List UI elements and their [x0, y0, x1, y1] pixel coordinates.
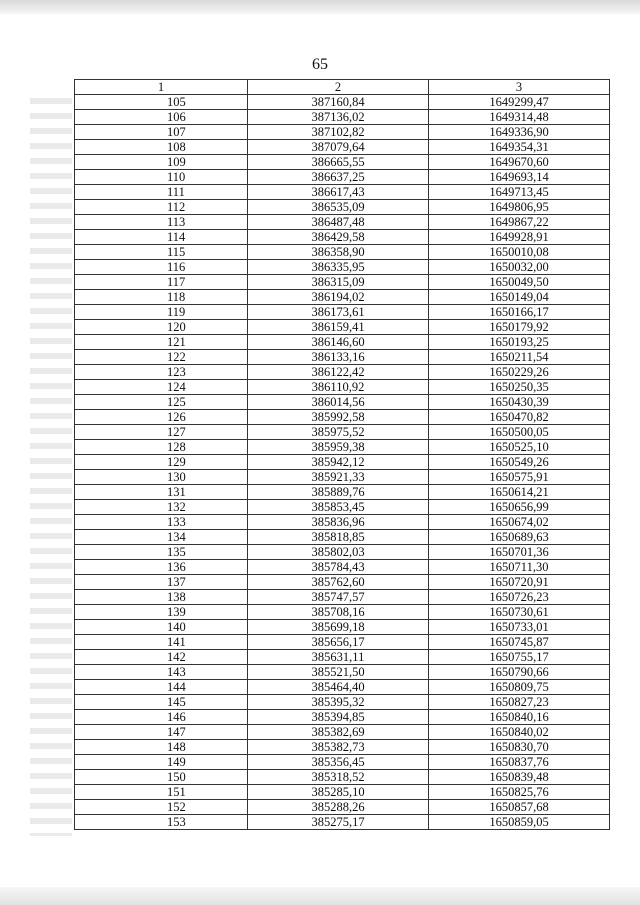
y-coordinate-cell: 1650193,25	[429, 335, 610, 350]
table-row	[75, 590, 610, 605]
x-coordinate-cell: 385288,26	[248, 800, 429, 815]
y-coordinate-cell: 1650614,21	[429, 485, 610, 500]
point-number-cell: 120	[75, 320, 248, 335]
x-coordinate-cell: 387079,64	[248, 140, 429, 155]
table-row	[75, 305, 610, 320]
y-coordinate-cell: 1650010,08	[429, 245, 610, 260]
y-coordinate-cell: 1650674,02	[429, 515, 610, 530]
point-number-cell: 138	[75, 590, 248, 605]
table-row	[75, 290, 610, 305]
x-coordinate-cell: 385521,50	[248, 665, 429, 680]
table-row	[75, 575, 610, 590]
point-number-cell: 118	[75, 290, 248, 305]
point-number-cell: 130	[75, 470, 248, 485]
point-number-cell: 141	[75, 635, 248, 650]
x-coordinate-cell: 385631,11	[248, 650, 429, 665]
table-row	[75, 515, 610, 530]
point-number-cell: 122	[75, 350, 248, 365]
table-row	[75, 725, 610, 740]
table-row	[75, 605, 610, 620]
x-coordinate-cell: 386487,48	[248, 215, 429, 230]
point-number-cell: 153	[75, 815, 248, 830]
point-number-cell: 147	[75, 725, 248, 740]
x-coordinate-cell: 386122,42	[248, 365, 429, 380]
x-coordinate-cell: 385921,33	[248, 470, 429, 485]
y-coordinate-cell: 1650470,82	[429, 410, 610, 425]
table-row	[75, 170, 610, 185]
y-coordinate-cell: 1649713,45	[429, 185, 610, 200]
table-row	[75, 530, 610, 545]
table-row	[75, 230, 610, 245]
x-coordinate-cell: 385382,73	[248, 740, 429, 755]
table-row	[75, 425, 610, 440]
point-number-cell: 109	[75, 155, 248, 170]
table-row	[75, 710, 610, 725]
x-coordinate-cell: 386146,60	[248, 335, 429, 350]
table-row	[75, 260, 610, 275]
table-row	[75, 395, 610, 410]
x-coordinate-cell: 386173,61	[248, 305, 429, 320]
y-coordinate-cell: 1649693,14	[429, 170, 610, 185]
x-coordinate-cell: 385699,18	[248, 620, 429, 635]
y-coordinate-cell: 1650575,91	[429, 470, 610, 485]
point-number-cell: 108	[75, 140, 248, 155]
point-number-cell: 126	[75, 410, 248, 425]
table-row	[75, 140, 610, 155]
column-header-x: 2	[248, 80, 429, 95]
point-number-cell: 144	[75, 680, 248, 695]
table-row	[75, 155, 610, 170]
table-row	[75, 320, 610, 335]
point-number-cell: 145	[75, 695, 248, 710]
point-number-cell: 143	[75, 665, 248, 680]
x-coordinate-cell: 386665,55	[248, 155, 429, 170]
point-number-cell: 149	[75, 755, 248, 770]
x-coordinate-cell: 386194,02	[248, 290, 429, 305]
point-number-cell: 121	[75, 335, 248, 350]
point-number-cell: 148	[75, 740, 248, 755]
y-coordinate-cell: 1650656,99	[429, 500, 610, 515]
point-number-cell: 134	[75, 530, 248, 545]
x-coordinate-cell: 386159,41	[248, 320, 429, 335]
x-coordinate-cell: 386110,92	[248, 380, 429, 395]
point-number-cell: 115	[75, 245, 248, 260]
y-coordinate-cell: 1650250,35	[429, 380, 610, 395]
point-number-cell: 119	[75, 305, 248, 320]
y-coordinate-cell: 1649354,31	[429, 140, 610, 155]
table-header-row	[75, 80, 610, 95]
point-number-cell: 114	[75, 230, 248, 245]
y-coordinate-cell: 1649670,60	[429, 155, 610, 170]
y-coordinate-cell: 1650032,00	[429, 260, 610, 275]
x-coordinate-cell: 385747,57	[248, 590, 429, 605]
x-coordinate-cell: 385959,38	[248, 440, 429, 455]
point-number-cell: 123	[75, 365, 248, 380]
x-coordinate-cell: 386335,95	[248, 260, 429, 275]
table-row	[75, 380, 610, 395]
y-coordinate-cell: 1650430,39	[429, 395, 610, 410]
table-row	[75, 755, 610, 770]
point-number-cell: 105	[75, 95, 248, 110]
y-coordinate-cell: 1650711,30	[429, 560, 610, 575]
point-number-cell: 129	[75, 455, 248, 470]
x-coordinate-cell: 385818,85	[248, 530, 429, 545]
point-number-cell: 127	[75, 425, 248, 440]
table-row	[75, 350, 610, 365]
table-row	[75, 815, 610, 830]
x-coordinate-cell: 385889,76	[248, 485, 429, 500]
table-row	[75, 680, 610, 695]
x-coordinate-cell: 385382,69	[248, 725, 429, 740]
y-coordinate-cell: 1650830,70	[429, 740, 610, 755]
table-row	[75, 740, 610, 755]
column-header-y: 3	[429, 80, 610, 95]
point-number-cell: 139	[75, 605, 248, 620]
x-coordinate-cell: 385275,17	[248, 815, 429, 830]
page-number: 65	[312, 56, 328, 73]
point-number-cell: 112	[75, 200, 248, 215]
x-coordinate-cell: 385802,03	[248, 545, 429, 560]
y-coordinate-cell: 1649928,91	[429, 230, 610, 245]
x-coordinate-cell: 385708,16	[248, 605, 429, 620]
x-coordinate-cell: 385836,96	[248, 515, 429, 530]
point-number-cell: 133	[75, 515, 248, 530]
point-number-cell: 124	[75, 380, 248, 395]
table-row	[75, 635, 610, 650]
x-coordinate-cell: 386358,90	[248, 245, 429, 260]
table-row	[75, 245, 610, 260]
x-coordinate-cell: 387136,02	[248, 110, 429, 125]
bleed-through-column	[30, 94, 72, 836]
point-number-cell: 137	[75, 575, 248, 590]
y-coordinate-cell: 1650701,36	[429, 545, 610, 560]
point-number-cell: 146	[75, 710, 248, 725]
table-row	[75, 125, 610, 140]
point-number-cell: 151	[75, 785, 248, 800]
y-coordinate-cell: 1650859,05	[429, 815, 610, 830]
point-number-cell: 111	[75, 185, 248, 200]
point-number-cell: 110	[75, 170, 248, 185]
y-coordinate-cell: 1650837,76	[429, 755, 610, 770]
y-coordinate-cell: 1650827,23	[429, 695, 610, 710]
x-coordinate-cell: 385992,58	[248, 410, 429, 425]
y-coordinate-cell: 1650166,17	[429, 305, 610, 320]
x-coordinate-cell: 385762,60	[248, 575, 429, 590]
x-coordinate-cell: 386133,16	[248, 350, 429, 365]
y-coordinate-cell: 1650857,68	[429, 800, 610, 815]
scan-edge-bottom	[0, 887, 640, 905]
table-row	[75, 485, 610, 500]
table-row	[75, 545, 610, 560]
y-coordinate-cell: 1649806,95	[429, 200, 610, 215]
x-coordinate-cell: 385356,45	[248, 755, 429, 770]
point-number-cell: 116	[75, 260, 248, 275]
y-coordinate-cell: 1650525,10	[429, 440, 610, 455]
table-row	[75, 185, 610, 200]
table-row	[75, 215, 610, 230]
table-row	[75, 335, 610, 350]
x-coordinate-cell: 386535,09	[248, 200, 429, 215]
y-coordinate-cell: 1649867,22	[429, 215, 610, 230]
y-coordinate-cell: 1650825,76	[429, 785, 610, 800]
y-coordinate-cell: 1650720,91	[429, 575, 610, 590]
y-coordinate-cell: 1649314,48	[429, 110, 610, 125]
y-coordinate-cell: 1650733,01	[429, 620, 610, 635]
table-row	[75, 770, 610, 785]
point-number-cell: 152	[75, 800, 248, 815]
point-number-cell: 131	[75, 485, 248, 500]
scan-edge-top	[0, 0, 640, 14]
point-number-cell: 132	[75, 500, 248, 515]
table-row	[75, 470, 610, 485]
x-coordinate-cell: 385285,10	[248, 785, 429, 800]
table-row	[75, 440, 610, 455]
y-coordinate-cell: 1650149,04	[429, 290, 610, 305]
y-coordinate-cell: 1650730,61	[429, 605, 610, 620]
table-row	[75, 365, 610, 380]
x-coordinate-cell: 385784,43	[248, 560, 429, 575]
x-coordinate-cell: 387102,82	[248, 125, 429, 140]
x-coordinate-cell: 385394,85	[248, 710, 429, 725]
x-coordinate-cell: 385395,32	[248, 695, 429, 710]
x-coordinate-cell: 386617,43	[248, 185, 429, 200]
table-row	[75, 455, 610, 470]
table-row	[75, 275, 610, 290]
y-coordinate-cell: 1650229,26	[429, 365, 610, 380]
x-coordinate-cell: 385656,17	[248, 635, 429, 650]
table-row	[75, 410, 610, 425]
table-row	[75, 695, 610, 710]
y-coordinate-cell: 1650689,63	[429, 530, 610, 545]
x-coordinate-cell: 387160,84	[248, 95, 429, 110]
table-row	[75, 785, 610, 800]
point-number-cell: 113	[75, 215, 248, 230]
y-coordinate-cell: 1650840,16	[429, 710, 610, 725]
y-coordinate-cell: 1650790,66	[429, 665, 610, 680]
y-coordinate-cell: 1650179,92	[429, 320, 610, 335]
y-coordinate-cell: 1650755,17	[429, 650, 610, 665]
y-coordinate-cell: 1649336,90	[429, 125, 610, 140]
table-row	[75, 800, 610, 815]
point-number-cell: 150	[75, 770, 248, 785]
y-coordinate-cell: 1650211,54	[429, 350, 610, 365]
y-coordinate-cell: 1650500,05	[429, 425, 610, 440]
table-row	[75, 560, 610, 575]
coordinates-table	[74, 79, 610, 830]
x-coordinate-cell: 386014,56	[248, 395, 429, 410]
x-coordinate-cell: 385318,52	[248, 770, 429, 785]
point-number-cell: 135	[75, 545, 248, 560]
table-row	[75, 95, 610, 110]
coordinates-table-body	[75, 80, 610, 830]
point-number-cell: 106	[75, 110, 248, 125]
point-number-cell: 140	[75, 620, 248, 635]
y-coordinate-cell: 1650809,75	[429, 680, 610, 695]
point-number-cell: 128	[75, 440, 248, 455]
table-row	[75, 620, 610, 635]
y-coordinate-cell: 1650745,87	[429, 635, 610, 650]
x-coordinate-cell: 385464,40	[248, 680, 429, 695]
y-coordinate-cell: 1650840,02	[429, 725, 610, 740]
point-number-cell: 117	[75, 275, 248, 290]
column-header-number: 1	[75, 80, 248, 95]
x-coordinate-cell: 385853,45	[248, 500, 429, 515]
x-coordinate-cell: 385975,52	[248, 425, 429, 440]
table-row	[75, 110, 610, 125]
table-row	[75, 500, 610, 515]
point-number-cell: 142	[75, 650, 248, 665]
table-row	[75, 665, 610, 680]
x-coordinate-cell: 386429,58	[248, 230, 429, 245]
table-row	[75, 200, 610, 215]
table-row	[75, 650, 610, 665]
x-coordinate-cell: 386315,09	[248, 275, 429, 290]
y-coordinate-cell: 1650839,48	[429, 770, 610, 785]
y-coordinate-cell: 1650049,50	[429, 275, 610, 290]
y-coordinate-cell: 1650726,23	[429, 590, 610, 605]
y-coordinate-cell: 1650549,26	[429, 455, 610, 470]
x-coordinate-cell: 385942,12	[248, 455, 429, 470]
point-number-cell: 136	[75, 560, 248, 575]
x-coordinate-cell: 386637,25	[248, 170, 429, 185]
y-coordinate-cell: 1649299,47	[429, 95, 610, 110]
point-number-cell: 107	[75, 125, 248, 140]
point-number-cell: 125	[75, 395, 248, 410]
